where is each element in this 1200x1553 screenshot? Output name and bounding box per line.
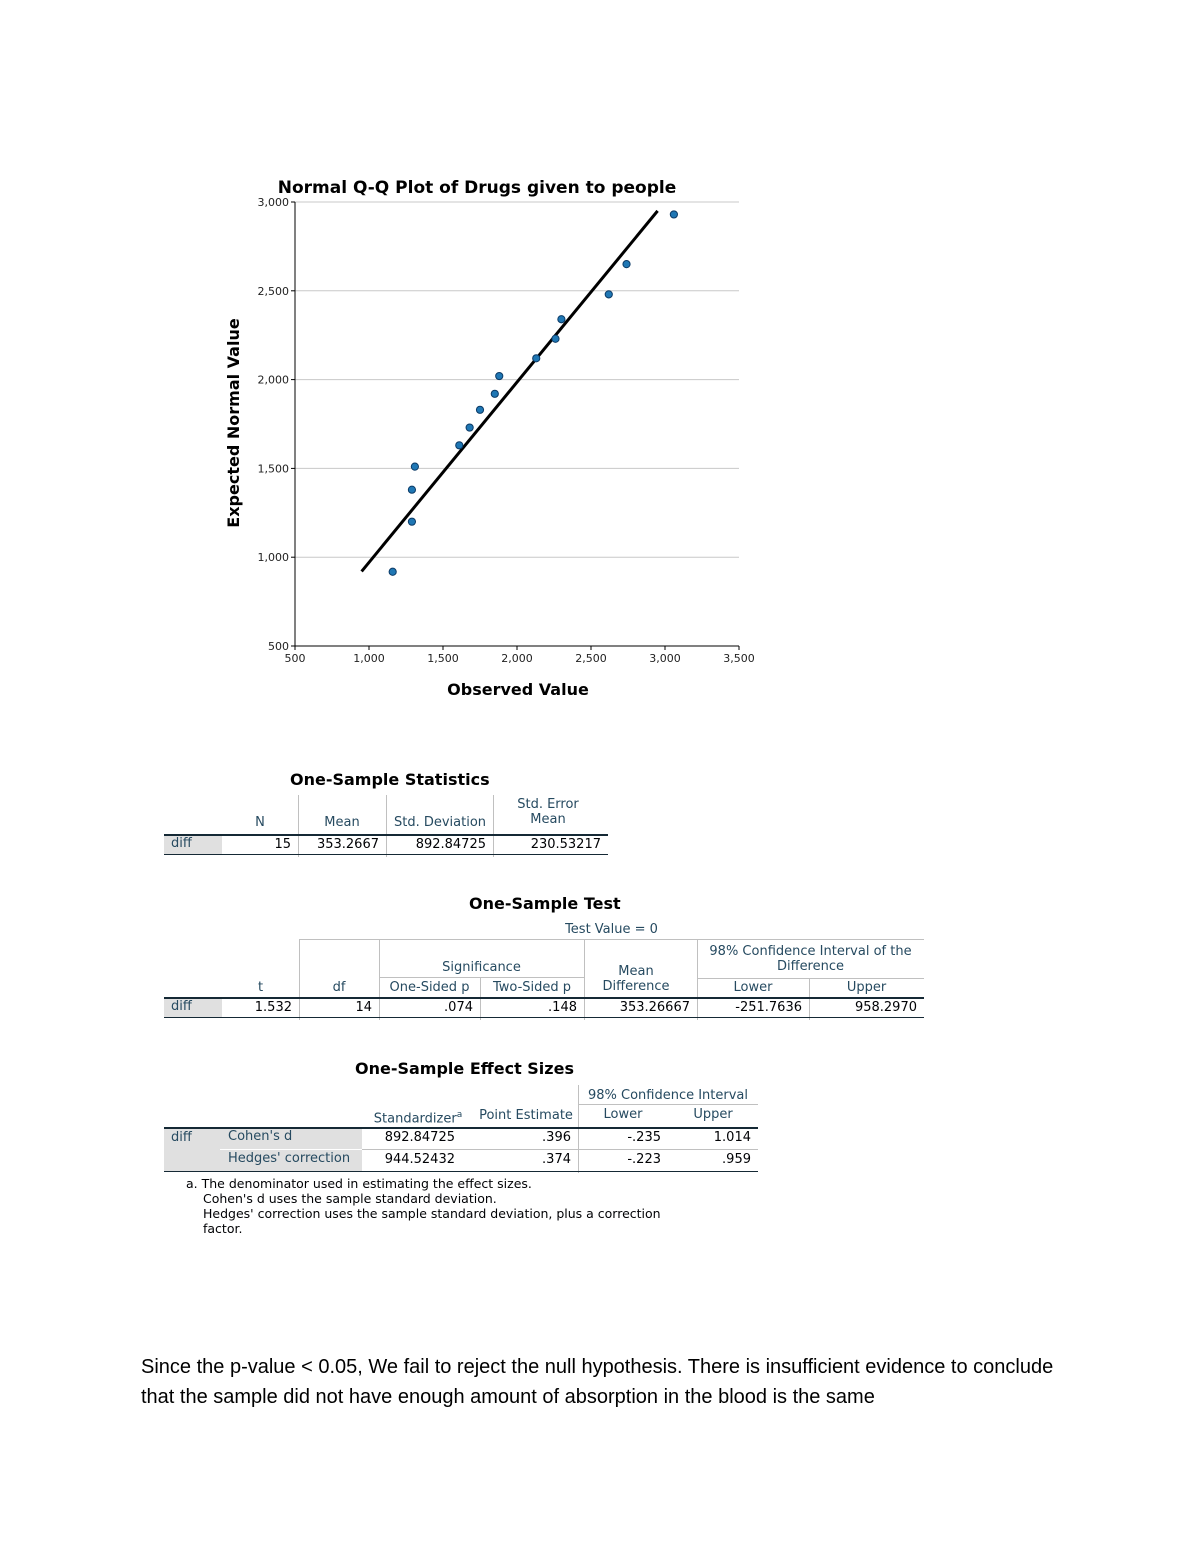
stats-table <box>164 795 608 857</box>
data-point <box>533 355 540 362</box>
lower-value: -251.7636 <box>735 1000 802 1015</box>
data-point <box>670 211 677 218</box>
y-tick-label: 2,000 <box>257 373 289 387</box>
y-axis-label: Expected Normal Value <box>224 318 243 528</box>
stats-row-label: diff <box>164 836 222 854</box>
mean-diff-value: 353.26667 <box>619 1000 690 1015</box>
lower-header: Lower <box>733 980 773 995</box>
y-tick-label: 1,500 <box>257 462 289 476</box>
test-title: One-Sample Test <box>469 894 621 913</box>
df-header: df <box>332 980 346 995</box>
effect-title: One-Sample Effect Sizes <box>355 1059 574 1078</box>
significance-header: Significance <box>442 960 521 975</box>
effect-footnote <box>186 1176 746 1236</box>
standardizer-header: Standardizer$^a$ <box>373 1110 463 1127</box>
point-estimate-header: Point Estimate <box>479 1108 573 1123</box>
x-tick-label: 2,500 <box>575 652 607 665</box>
stats-header-mean: Mean <box>324 815 360 830</box>
effect-upper-header: Upper <box>693 1107 733 1122</box>
cohens-d-upper: 1.014 <box>713 1130 751 1145</box>
ci-header: 98% Confidence Interval of the Difference <box>709 944 912 974</box>
data-point <box>491 390 498 397</box>
effect-table <box>164 1085 758 1173</box>
data-point <box>623 261 630 268</box>
data-point <box>389 568 396 575</box>
stats-mean-value: 353.2667 <box>316 837 379 852</box>
data-point <box>466 424 473 431</box>
test-table <box>164 920 924 1020</box>
effect-ci-header: 98% Confidence Interval <box>587 1088 749 1103</box>
y-tick-label: 2,500 <box>257 284 289 298</box>
upper-value: 958.2970 <box>854 1000 917 1015</box>
stats-header-se: Std. Error Mean <box>517 797 579 827</box>
y-tick-label: 500 <box>268 640 289 653</box>
t-value: 1.532 <box>254 1000 292 1015</box>
x-tick-label: 500 <box>284 652 306 665</box>
test-row-label: diff <box>164 999 222 1017</box>
two-sided-header: Two-Sided p <box>492 980 572 995</box>
reference-line <box>362 211 658 572</box>
footnote-line: Hedges' correction uses the sample standard deviation, plus a correction <box>203 1206 661 1221</box>
x-tick-label: 2,000 <box>501 652 533 665</box>
conclusion-text: Since the p-value < 0.05, We fail to reject the null hypothesis. There is insufficient evidence to conclude that the sample did not have enough amount of absorption in the blood is the same <box>141 1356 1054 1408</box>
y-tick-label: 1,000 <box>257 551 289 565</box>
data-point <box>476 406 483 413</box>
hedges-upper: .959 <box>722 1152 751 1167</box>
x-tick-label: 1,000 <box>353 652 385 665</box>
footnote-line: Cohen's d uses the sample standard deviation. <box>203 1191 497 1206</box>
effect-group-label: diff <box>164 1129 220 1171</box>
df-value: 14 <box>355 1000 372 1015</box>
footnote-marker: a <box>456 1110 463 1120</box>
cohens-d-point: .396 <box>542 1130 571 1145</box>
stats-header-n: N <box>255 815 265 830</box>
t-header: t <box>257 980 264 995</box>
one-sided-header: One-Sided p <box>389 980 470 995</box>
data-point <box>552 335 559 342</box>
cohens-d-standardizer: 892.84725 <box>384 1130 455 1145</box>
stats-sd-value: 892.84725 <box>415 837 486 852</box>
hedges-lower: -.223 <box>627 1152 661 1167</box>
data-point <box>408 486 415 493</box>
x-tick-label: 1,500 <box>427 652 459 665</box>
y-tick-label: 3,000 <box>257 196 289 209</box>
upper-header: Upper <box>846 980 887 995</box>
footnote-line: a. The denominator used in estimating the effect sizes. <box>186 1176 532 1191</box>
hedges-point: .374 <box>542 1152 571 1167</box>
data-point <box>605 291 612 298</box>
x-tick-label: 3,000 <box>649 652 681 665</box>
x-tick-label: 3,500 <box>723 652 755 665</box>
cohens-d-label: Cohen's d <box>220 1129 362 1149</box>
qq-plot-chart <box>215 170 775 710</box>
stats-se-value: 230.53217 <box>530 837 601 852</box>
test-value-header: Test Value = 0 <box>565 922 658 937</box>
effect-lower-header: Lower <box>603 1107 643 1122</box>
footnote-line: factor. <box>203 1221 243 1236</box>
chart-title: Normal Q-Q Plot of Drugs given to people <box>277 178 677 198</box>
stats-n-value: 15 <box>274 837 291 852</box>
stats-header-sd: Std. Deviation <box>393 815 487 830</box>
two-sided-value: .148 <box>548 1000 577 1015</box>
hedges-standardizer: 944.52432 <box>384 1152 455 1167</box>
data-point <box>558 316 565 323</box>
data-point <box>411 463 418 470</box>
stats-title: One-Sample Statistics <box>290 770 490 789</box>
mean-diff-header: Mean Difference <box>602 964 670 994</box>
x-axis-label: Observed Value <box>447 680 589 699</box>
one-sided-value: .074 <box>444 1000 473 1015</box>
data-point <box>456 442 463 449</box>
hedges-label: Hedges' correction <box>220 1150 362 1171</box>
cohens-d-lower: -.235 <box>627 1130 661 1145</box>
data-point <box>408 518 415 525</box>
data-point <box>496 372 503 379</box>
